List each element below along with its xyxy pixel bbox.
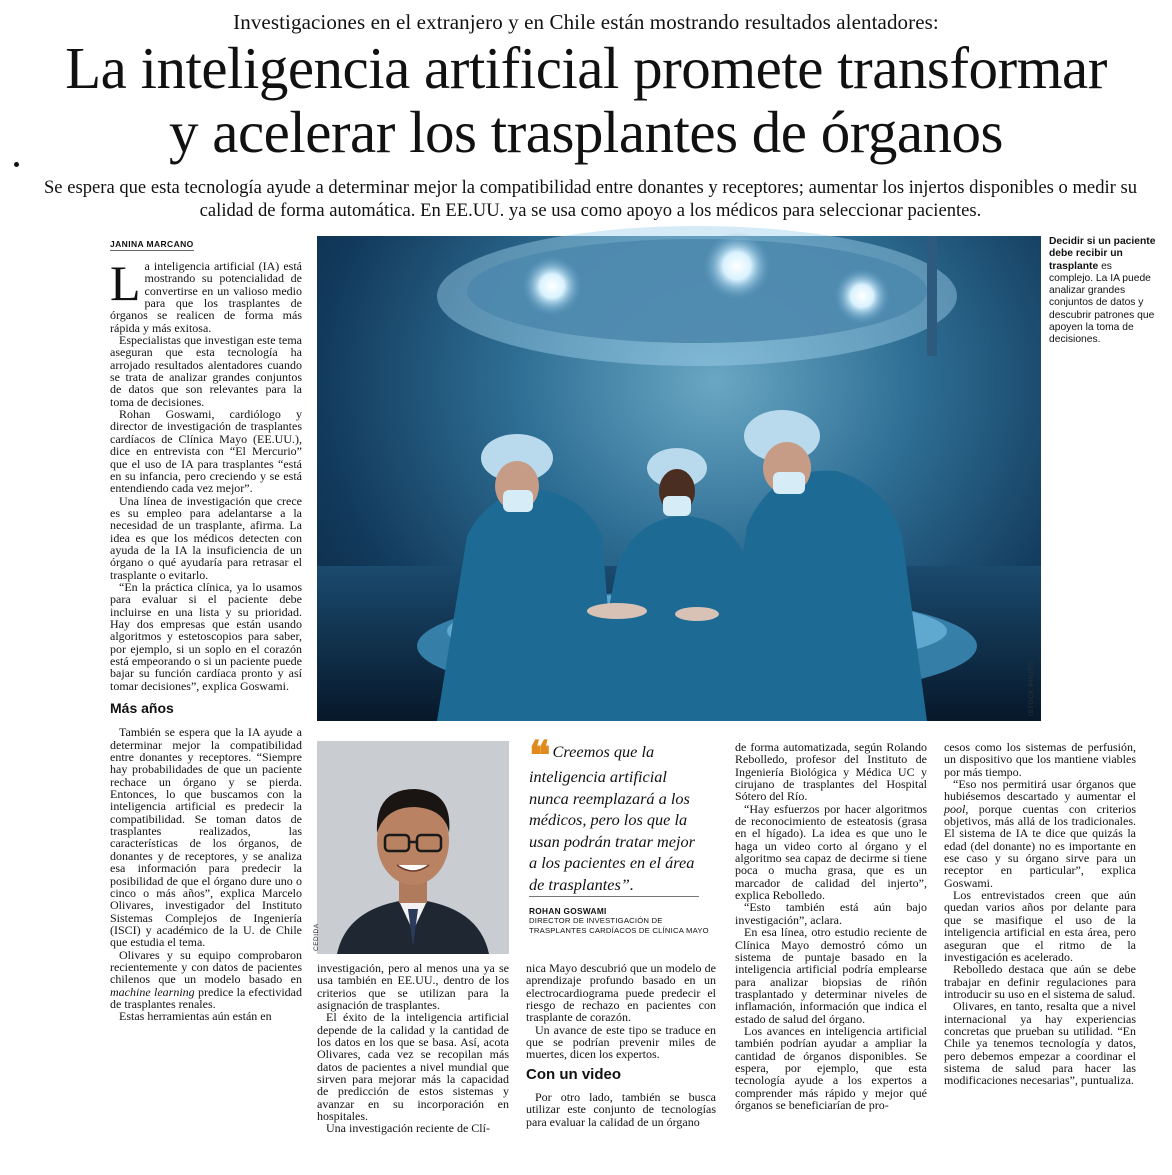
subheading: Más años [110, 700, 174, 717]
headline [0, 36, 1172, 164]
paragraph: Rebolledo destaca que aún se debe trabajar en definir regulaciones para introducir su uso en el sistema de salud. [944, 962, 1136, 1001]
photo-credit: ISTOCK PHOTO [1028, 661, 1035, 716]
kicker: Investigaciones en el extranjero y en Chile están mostrando resultados alentadores: [233, 10, 939, 34]
photo-caption: Decidir si un paciente debe recibir un trasplante es complejo. La IA puede analizar grandes conjuntos de datos y descubrir patrones que apoyen la toma de decisiones. [1049, 236, 1156, 346]
headline-line-2: y acelerar los trasplantes de órganos [169, 99, 1003, 165]
paragraph: El éxito de la inteligencia artificial depende de la calidad y la cantidad de los datos en los que se basa. Así, acota Olivares, cada vez se recopilan más datos de pacientes a nivel mundial que sirven para mejorar más la capacidad de predicción de estos sistemas y avanzar en su incorporación en hospitales. [317, 1010, 509, 1124]
headline-line-1: La inteligencia artificial promete transformar [65, 35, 1107, 101]
paragraph: “Eso nos permitirá usar órganos que hubiésemos descartado y aumentar el pool, porque cuentas con criterios objetivos, más allá de los tradicionales. El sistema de IA te dice que quizás la edad (del donante) no es importante en ese caso y su órgano sirve para un receptor en particular”, explica Goswami. [944, 777, 1136, 890]
paragraph: Un avance de este tipo se traduce en que se podrían prevenir miles de muertes, dicen los expertos. [526, 1022, 716, 1062]
paragraph: Rohan Goswami, cardiólogo y director de investigación de trasplantes cardíacos de Clínica Mayo (EE.UU.), dice en entrevista con “El Mercurio” que el uso de IA para trasplantes “está en su infancia, pero creciendo y se está entendiendo cada vez mejor”. [110, 407, 302, 496]
paragraph: investigación, pero al menos una ya se usa también en EE.UU., dentro de los criterios que se utilizan para la asignación de trasplantes. [317, 961, 509, 1013]
drop-cap: L [110, 255, 141, 311]
paragraph: Los entrevistados creen que aún quedan varios años por delante para que se masifique el uso de la inteligencia artificial en esta área, pero aseguran que el ritmo de la investigación es acelerado. [944, 888, 1136, 964]
paragraph: nica Mayo descubrió que un modelo de aprendizaje profundo basado en un electrocardiograma puede predecir el riesgo de rechazo en pacientes con trasplante de corazón. [526, 961, 716, 1025]
paragraph: En esa línea, otro estudio reciente de Clínica Mayo demostró cómo un sistema de puntaje basado en la inteligencia artificial podría emplearse para analizar biopsias de riñón trasplantado y determinar niveles de inflamación, información que indica el estado de salud del órgano. [735, 925, 927, 1026]
paragraph: También se espera que la IA ayude a determinar mejor la compatibilidad entre donantes y receptores. “Siempre hay probabilidades de que un paciente rechace un órgano y se pierda. Entonces, lo que buscamos con la inteligencia artificial es predecir la compatibilidad. Se toman datos de trasplantes realizados, las características de los órganos, de donantes y de receptores, y se analiza esa información para predecir la posibilidad de que el órgano dure uno o cinco o más años”, explica Marcelo Olivares, investigador del Instituto Sistemas Complejos de Ingeniería (ISCI) y académico de la U. de Chile que estudia el tema. [110, 725, 302, 950]
article-column-3 [526, 962, 716, 1128]
paragraph: Los avances en inteligencia artificial también podrían ayudar a ampliar la cantidad de órganos disponibles. Se espera, por ejemplo, que esta tecnología ayude a los expertos a comprender más rápido y mejor qué órganos se beneficiarían de pro- [735, 1023, 927, 1112]
lead-paragraph: Se espera que esta tecnología ayude a determinar mejor la compatibilidad entre donantes y receptores; aumentar los injertos disponibles o medir su calidad de forma automática. En EE.UU. ya se usa como apoyo a los médicos para seleccionar pacientes. [43, 177, 1138, 221]
bullet-dot [14, 162, 19, 167]
pull-quote [529, 734, 699, 896]
paragraph: Estas herramientas aún están en [119, 1009, 272, 1024]
portrait-credit: CEDIDA [313, 923, 320, 951]
quote-author-role: DIRECTOR DE INVESTIGACIÓN DE TRASPLANTES CARDÍACOS DE CLÍNICA MAYO [529, 916, 709, 935]
quote-divider [529, 896, 699, 897]
paragraph: “Esto también está aún bajo investigación”, aclara. [735, 900, 927, 927]
pull-quote-text: Creemos que la inteligencia artificial nunca reemplazará a los médicos, pero los que la usan podrán tratar mejor a los pacientes en el área de trasplantes”. [529, 742, 695, 894]
paragraph: de forma automatizada, según Rolando Rebolledo, profesor del Instituto de Ingeniería Biológica y Médica UC y cirujano de trasplantes del Hospital Sótero del Río. [735, 740, 927, 804]
paragraph: Una línea de investigación que crece es su empleo para adelantarse a la necesidad de un trasplante, afirma. La idea es que los médicos detecten con ayuda de la IA la insuficiencia de un órgano o qué ayudaría para retrasar el trasplante o evitarlo. [110, 493, 302, 582]
article-column-4 [735, 741, 927, 1111]
paragraph: Especialistas que investigan este tema aseguran que esta tecnología ha arrojado resultados alentadores cuando se trata de analizar grandes conjuntos de datos que son relevantes para la toma de decisiones. [110, 333, 302, 409]
article-column-1 [110, 255, 302, 1024]
subheading: Con un video [526, 1065, 621, 1083]
paragraph: La inteligencia artificial (IA) está mostrando su potencialidad de convertirse en un valioso medio para que los trasplantes de órganos se realicen de forma más rápida y más exitosa. [110, 255, 302, 335]
paragraph: Por otro lado, también se busca utilizar este conjunto de tecnologías para evaluar la calidad de un órgano [526, 1090, 716, 1129]
article-column-5 [944, 741, 1136, 1087]
paragraph: cesos como los sistemas de perfusión, un dispositivo que los mantiene viables por más tiempo. [944, 740, 1136, 779]
portrait-photo [313, 741, 509, 954]
paragraph: “Hay esfuerzos por hacer algoritmos de reconocimiento de esteatosis (grasa en el hígado). La idea es que uno le haga un video corto al órgano y el algoritmo sea capaz de decirme si tiene poca o mucha grasa, que es un marcador de calidad del injerto”, explica Rebolledo. [735, 801, 927, 903]
paragraph: “En la práctica clínica, ya lo usamos para evaluar si el paciente debe incluirse en una lista y su prioridad. Hay dos empresas que están usando algoritmos y estetoscopios para saber, por ejemplo, si un soplo en el corazón está empeorando o si un paciente puede bajar su función cardíaca pronto y así tomar decisiones”, explica Goswami. [110, 579, 302, 693]
paragraph: Olivares y su equipo comprobaron recientemente y con datos de pacientes chilenos que un modelo basado en machine learning predice la efectividad de trasplantes renales. [110, 947, 302, 1011]
byline: JANINA MARCANO [110, 239, 194, 249]
surgery-illustration [317, 236, 1041, 721]
article-column-2 [317, 962, 509, 1135]
quote-mark-icon: ❝ [529, 734, 551, 778]
surgery-photo [317, 236, 1041, 721]
quote-author: ROHAN GOSWAMI [529, 906, 607, 916]
paragraph: Una investigación reciente de Clí- [326, 1121, 490, 1136]
paragraph: Olivares, en tanto, resalta que a nivel internacional ya hay experiencias concretas que prueban su utilidad. “En Chile ya tenemos tecnología y datos, pero debemos empezar a coordinar el sistema de salud para hacer las modificaciones necesarias”, puntualiza. [944, 999, 1136, 1088]
portrait-illustration [317, 741, 509, 954]
